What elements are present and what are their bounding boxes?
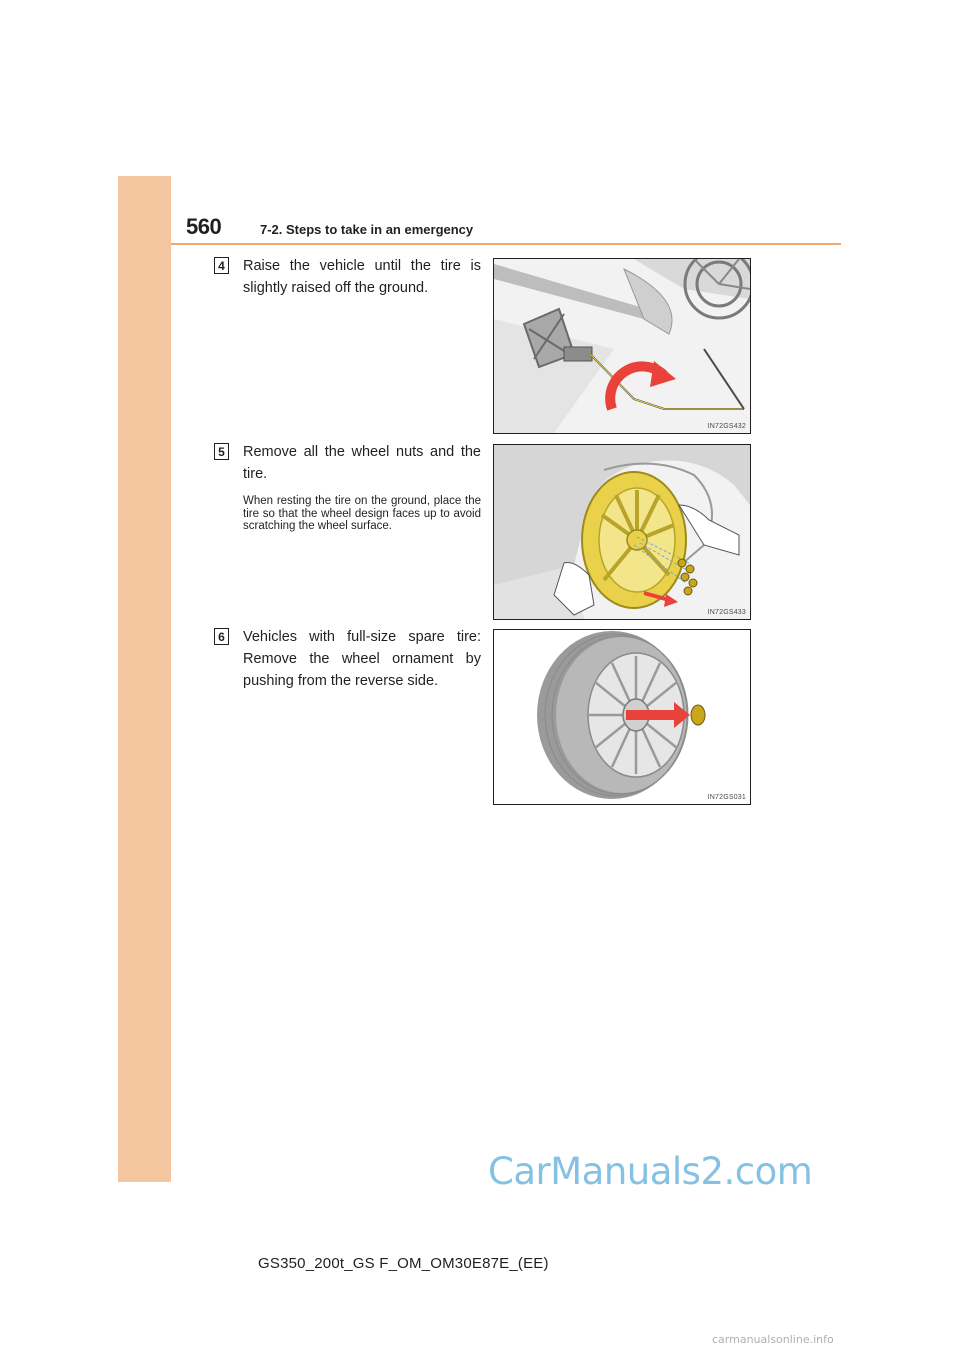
step-text: Vehicles with full-size spare tire: Remove the wheel ornament by pushing from the reverse side. (243, 629, 481, 689)
step-text: Remove all the wheel nuts and the tire. (243, 444, 481, 482)
jack-illustration (494, 259, 750, 433)
figure-code: IN72GS031 (707, 794, 746, 801)
tire-removal-illustration (494, 445, 750, 619)
section-title: 7-2. Steps to take in an emergency (260, 222, 474, 237)
figure-jack-raise (493, 258, 751, 434)
figure-remove-tire (493, 444, 751, 620)
step-text: Raise the vehicle until the tire is slightly raised off the ground. (243, 258, 481, 296)
document-code: GS350_200t_GS F_OM_OM30E87E_(EE) (258, 1255, 549, 1272)
page-number: 560 (186, 214, 222, 239)
figure-code: IN72GS432 (707, 423, 746, 430)
step-number: 4 (214, 257, 229, 274)
figure-wheel-ornament (493, 629, 751, 805)
wheel-ornament-illustration (494, 630, 750, 804)
figure-code: IN72GS433 (707, 609, 746, 616)
watermark-url: carmanualsonline.info (712, 1333, 834, 1346)
step-note: When resting the tire on the ground, place the tire so that the wheel design faces up to avoid scratching the wheel surface. (243, 495, 481, 532)
side-tab (118, 176, 171, 1182)
step-number: 5 (214, 443, 229, 460)
watermark-logo: CarManuals2.com (488, 1150, 813, 1193)
header-divider (171, 243, 841, 245)
step-number: 6 (214, 628, 229, 645)
